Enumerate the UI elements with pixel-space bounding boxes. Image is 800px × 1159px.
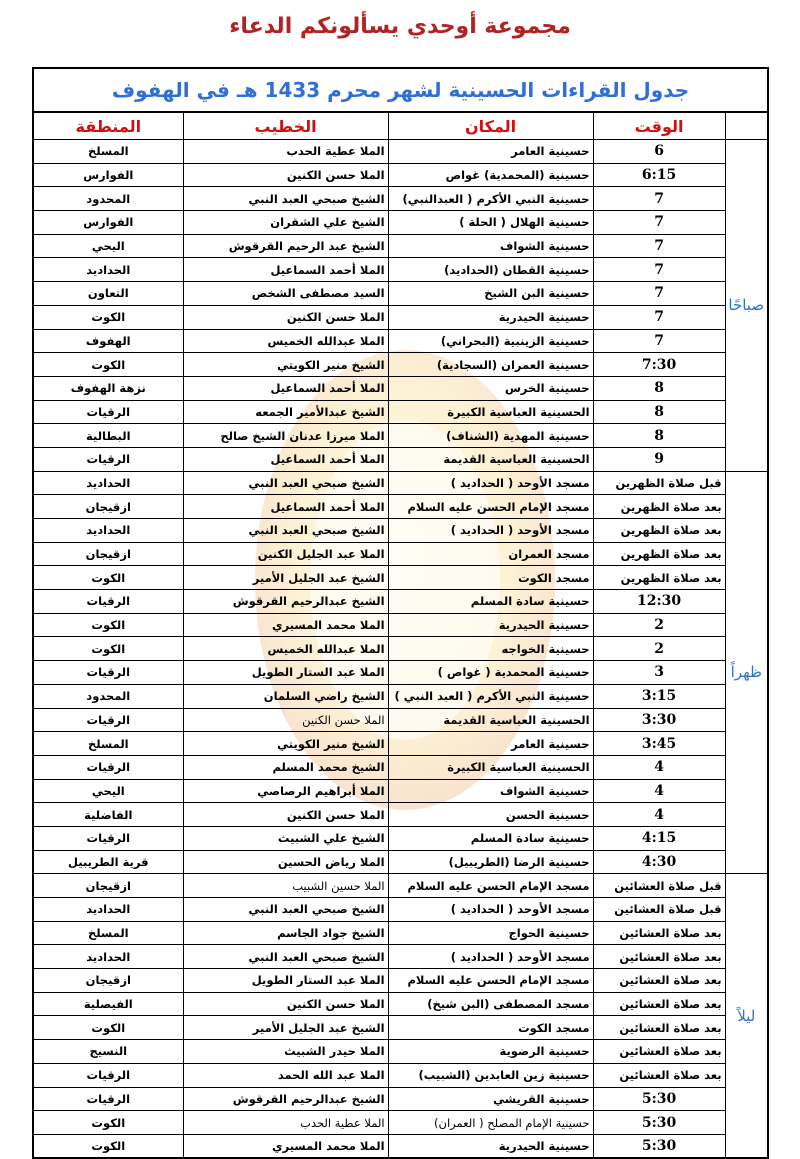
table-row xyxy=(33,542,768,566)
time-cell: 9 xyxy=(593,447,725,471)
area-cell: الحداديد xyxy=(33,471,183,495)
area-cell: قرية الطريبيل xyxy=(33,850,183,874)
area-cell: الرقيات xyxy=(33,826,183,850)
header-area: المنطقة xyxy=(33,112,183,140)
area-cell: الرقيات xyxy=(33,400,183,424)
place-cell: حسينية البن الشيخ xyxy=(388,282,593,306)
area-cell: الكوت xyxy=(33,566,183,590)
table-row xyxy=(33,163,768,187)
area-cell: الرقيات xyxy=(33,661,183,685)
table-row xyxy=(33,779,768,803)
area-cell: الرقيات xyxy=(33,708,183,732)
place-cell: حسينية الخرس xyxy=(388,376,593,400)
place-cell: حسينية الحسن xyxy=(388,803,593,827)
place-cell: حسينية (المحمدية) غواص xyxy=(388,163,593,187)
time-cell: 7 xyxy=(593,305,725,329)
speaker-cell: الملا عبدالله الخميس xyxy=(183,329,388,353)
header-speaker: الخطيب xyxy=(183,112,388,140)
area-cell: ازقيجان xyxy=(33,495,183,519)
speaker-cell: الملا حسن الكنين xyxy=(183,708,388,732)
area-cell: الفوارس xyxy=(33,211,183,235)
area-cell: الفيصلية xyxy=(33,992,183,1016)
place-cell: مسجد المصطفى (البن شيخ) xyxy=(388,992,593,1016)
time-cell: 4 xyxy=(593,755,725,779)
area-cell: المحدود xyxy=(33,187,183,211)
table-row xyxy=(33,969,768,993)
speaker-cell: الملا محمد المسيري xyxy=(183,613,388,637)
speaker-cell: الشيخ عبدالرحيم القرقوش xyxy=(183,590,388,614)
area-cell: الرقيات xyxy=(33,447,183,471)
table-row xyxy=(33,945,768,969)
period-label: ظهراً xyxy=(725,471,768,874)
area-cell: الكوت xyxy=(33,637,183,661)
speaker-cell: الشيخ عبد الجليل الأمير xyxy=(183,566,388,590)
table-row xyxy=(33,613,768,637)
table-row xyxy=(33,305,768,329)
place-cell: مسجد الأوحد ( الحداديد ) xyxy=(388,519,593,543)
table-row xyxy=(33,850,768,874)
table-row xyxy=(33,1111,768,1135)
place-cell: مسجد الأوحد ( الحداديد ) xyxy=(388,945,593,969)
schedule-table xyxy=(32,67,769,1159)
time-cell: 5:30 xyxy=(593,1087,725,1111)
speaker-cell: الملا ميرزا عدنان الشيخ صالح xyxy=(183,424,388,448)
area-cell: الرقيات xyxy=(33,1063,183,1087)
period-label: صباحًا xyxy=(725,140,768,472)
time-cell: قبل صلاة الظهرين xyxy=(593,471,725,495)
table-row xyxy=(33,921,768,945)
area-cell: المسلخ xyxy=(33,140,183,164)
table-row xyxy=(33,708,768,732)
table-row xyxy=(33,1040,768,1064)
speaker-cell: الملا عبدالله الخميس xyxy=(183,637,388,661)
area-cell: الرقيات xyxy=(33,590,183,614)
place-cell: حسينية الشواف xyxy=(388,779,593,803)
place-cell: مسجد الإمام الحسن عليه السلام xyxy=(388,969,593,993)
place-cell: حسينية الهلال ( الحلة ) xyxy=(388,211,593,235)
time-cell: قبل صلاة العشائين xyxy=(593,874,725,898)
place-cell: حسينية الحيدرية xyxy=(388,1134,593,1158)
place-cell: حسينية الحيدرية xyxy=(388,613,593,637)
area-cell: الحداديد xyxy=(33,258,183,282)
place-cell: حسينية الخواجه xyxy=(388,637,593,661)
time-cell: 2 xyxy=(593,637,725,661)
place-cell: حسينية الرضوية xyxy=(388,1040,593,1064)
place-cell: حسينية الإمام المصلح ( العمران) xyxy=(388,1111,593,1135)
speaker-cell: الشيخ منير الكويتي xyxy=(183,353,388,377)
table-row xyxy=(33,447,768,471)
time-cell: 7 xyxy=(593,282,725,306)
place-cell: حسينية سادة المسلم xyxy=(388,826,593,850)
time-cell: 8 xyxy=(593,424,725,448)
place-cell: مسجد الكوت xyxy=(388,566,593,590)
table-row xyxy=(33,1016,768,1040)
place-cell: مسجد الأوحد ( الحداديد ) xyxy=(388,471,593,495)
table-row xyxy=(33,329,768,353)
time-cell: بعد صلاة الظهرين xyxy=(593,519,725,543)
speaker-cell: الملا حسن الكنين xyxy=(183,803,388,827)
speaker-cell: الملا أحمد السماعيل xyxy=(183,376,388,400)
table-row xyxy=(33,519,768,543)
table-row xyxy=(33,826,768,850)
speaker-cell: الشيخ علي الشبيث xyxy=(183,826,388,850)
table-row xyxy=(33,234,768,258)
area-cell: نزهة الهفوف xyxy=(33,376,183,400)
place-cell: حسينية القطان (الحداديد) xyxy=(388,258,593,282)
time-cell: 7 xyxy=(593,234,725,258)
speaker-cell: الشيخ صبحي العبد النبي xyxy=(183,519,388,543)
speaker-cell: الملا حسن الكنين xyxy=(183,163,388,187)
area-cell: المحدود xyxy=(33,684,183,708)
table-title: جدول القراءات الحسينية لشهر محرم 1433 هـ في الهفوف xyxy=(33,68,768,112)
time-cell: 4 xyxy=(593,779,725,803)
time-cell: بعد صلاة العشائين xyxy=(593,1016,725,1040)
place-cell: الحسينية العباسية الكبيرة xyxy=(388,400,593,424)
speaker-cell: الملا عبد الستار الطويل xyxy=(183,661,388,685)
time-cell: قبل صلاة العشائين xyxy=(593,898,725,922)
place-cell: مسجد الأوحد ( الحداديد ) xyxy=(388,898,593,922)
schedule-body xyxy=(33,140,768,1159)
place-cell: مسجد الإمام الحسن عليه السلام xyxy=(388,874,593,898)
time-cell: 8 xyxy=(593,376,725,400)
time-cell: 4 xyxy=(593,803,725,827)
time-cell: بعد صلاة العشائين xyxy=(593,1040,725,1064)
speaker-cell: الشيخ عبد الجليل الأمير xyxy=(183,1016,388,1040)
area-cell: الحداديد xyxy=(33,945,183,969)
place-cell: مسجد العمران xyxy=(388,542,593,566)
table-row xyxy=(33,1087,768,1111)
area-cell: الحداديد xyxy=(33,519,183,543)
area-cell: الكوت xyxy=(33,1111,183,1135)
table-row xyxy=(33,211,768,235)
time-cell: بعد صلاة العشائين xyxy=(593,992,725,1016)
header-place: المكان xyxy=(388,112,593,140)
table-row xyxy=(33,495,768,519)
place-cell: الحسينية العباسية الكبيرة xyxy=(388,755,593,779)
table-row xyxy=(33,140,768,164)
area-cell: الكوت xyxy=(33,1134,183,1158)
time-cell: 7 xyxy=(593,329,725,353)
speaker-cell: السيد مصطفى الشخص xyxy=(183,282,388,306)
table-row xyxy=(33,1063,768,1087)
time-cell: 5:30 xyxy=(593,1134,725,1158)
place-cell: حسينية النبي الأكرم ( العبدالنبي) xyxy=(388,187,593,211)
time-cell: 7 xyxy=(593,211,725,235)
speaker-cell: الملا حسين الشبيب xyxy=(183,874,388,898)
area-cell: الكوت xyxy=(33,613,183,637)
speaker-cell: الملا حيدر الشبيث xyxy=(183,1040,388,1064)
table-row xyxy=(33,187,768,211)
speaker-cell: الشيخ محمد المسلم xyxy=(183,755,388,779)
table-row xyxy=(33,684,768,708)
place-cell: حسينية العامر xyxy=(388,732,593,756)
time-cell: بعد صلاة الظهرين xyxy=(593,495,725,519)
header-row xyxy=(33,112,768,140)
area-cell: الكوت xyxy=(33,353,183,377)
speaker-cell: الملا عبد الله الحمد xyxy=(183,1063,388,1087)
group-title: مجموعة أوحدي يسألونكم الدعاء xyxy=(229,14,571,39)
speaker-cell: الملا أحمد السماعيل xyxy=(183,447,388,471)
speaker-cell: الملا عطية الحدب xyxy=(183,140,388,164)
table-row xyxy=(33,566,768,590)
place-cell: حسينية الحواج xyxy=(388,921,593,945)
speaker-cell: الملا أحمد السماعيل xyxy=(183,258,388,282)
table-row xyxy=(33,590,768,614)
table-row xyxy=(33,282,768,306)
time-cell: 7:30 xyxy=(593,353,725,377)
speaker-cell: الشيخ عبدالأمير الجمعه xyxy=(183,400,388,424)
speaker-cell: الملا عبد الستار الطويل xyxy=(183,969,388,993)
time-cell: بعد صلاة الظهرين xyxy=(593,566,725,590)
area-cell: الحداديد xyxy=(33,898,183,922)
time-cell: بعد صلاة العشائين xyxy=(593,945,725,969)
area-cell: المسلخ xyxy=(33,732,183,756)
area-cell: النسيج xyxy=(33,1040,183,1064)
time-cell: 2 xyxy=(593,613,725,637)
speaker-cell: الشيخ صبحي العبد النبي xyxy=(183,471,388,495)
place-cell: حسينية الحيدرية xyxy=(388,305,593,329)
speaker-cell: الشيخ جواد الجاسم xyxy=(183,921,388,945)
place-cell: مسجد الإمام الحسن عليه السلام xyxy=(388,495,593,519)
time-cell: بعد صلاة العشائين xyxy=(593,921,725,945)
area-cell: الرقيات xyxy=(33,1087,183,1111)
period-label: ليلاً xyxy=(725,874,768,1158)
time-cell: 7 xyxy=(593,187,725,211)
area-cell: ازقيجان xyxy=(33,874,183,898)
place-cell: حسينية النبي الأكرم ( العبد النبي ) xyxy=(388,684,593,708)
place-cell: حسينية زين العابدين (الشبيب) xyxy=(388,1063,593,1087)
speaker-cell: الشيخ صبحي العبد النبي xyxy=(183,945,388,969)
time-cell: 6 xyxy=(593,140,725,164)
speaker-cell: الشيخ صبحي العبد النبي xyxy=(183,187,388,211)
place-cell: الحسينية العباسية القديمة xyxy=(388,447,593,471)
speaker-cell: الملا حسن الكنين xyxy=(183,305,388,329)
table-row xyxy=(33,874,768,898)
speaker-cell: الشيخ عبدالرحيم القرقوش xyxy=(183,1087,388,1111)
place-cell: حسينية القريشي xyxy=(388,1087,593,1111)
table-row xyxy=(33,471,768,495)
table-row xyxy=(33,803,768,827)
area-cell: اليحي xyxy=(33,234,183,258)
time-cell: 5:30 xyxy=(593,1111,725,1135)
speaker-cell: الملا رياض الحسين xyxy=(183,850,388,874)
area-cell: الهفوف xyxy=(33,329,183,353)
table-row xyxy=(33,1134,768,1158)
header-empty xyxy=(725,112,768,140)
place-cell: حسينية سادة المسلم xyxy=(388,590,593,614)
table-row xyxy=(33,755,768,779)
speaker-cell: الشيخ علي الشقران xyxy=(183,211,388,235)
table-row xyxy=(33,258,768,282)
time-cell: 6:15 xyxy=(593,163,725,187)
time-cell: 3 xyxy=(593,661,725,685)
time-cell: بعد صلاة العشائين xyxy=(593,969,725,993)
area-cell: ازقيجان xyxy=(33,542,183,566)
area-cell: البطالية xyxy=(33,424,183,448)
speaker-cell: الشيخ عبد الرحيم القرقوش xyxy=(183,234,388,258)
time-cell: 8 xyxy=(593,400,725,424)
time-cell: 4:30 xyxy=(593,850,725,874)
speaker-cell: الملا حسن الكنين xyxy=(183,992,388,1016)
time-cell: 12:30 xyxy=(593,590,725,614)
table-row xyxy=(33,661,768,685)
speaker-cell: الشيخ صبحي العبد النبي xyxy=(183,898,388,922)
speaker-cell: الملا عطية الحدب xyxy=(183,1111,388,1135)
area-cell: الفوارس xyxy=(33,163,183,187)
speaker-cell: الشيخ منير الكويتي xyxy=(183,732,388,756)
time-cell: بعد صلاة الظهرين xyxy=(593,542,725,566)
area-cell: الفاضلية xyxy=(33,803,183,827)
place-cell: حسينية الزينبية (البحراني) xyxy=(388,329,593,353)
area-cell: التعاون xyxy=(33,282,183,306)
area-cell: الكوت xyxy=(33,305,183,329)
area-cell: اليحي xyxy=(33,779,183,803)
place-cell: حسينية الرضا (الطريبيل) xyxy=(388,850,593,874)
table-row xyxy=(33,992,768,1016)
place-cell: مسجد الكوت xyxy=(388,1016,593,1040)
time-cell: 4:15 xyxy=(593,826,725,850)
place-cell: حسينية الشواف xyxy=(388,234,593,258)
time-cell: 3:15 xyxy=(593,684,725,708)
area-cell: ازقيجان xyxy=(33,969,183,993)
area-cell: الكوت xyxy=(33,1016,183,1040)
table-row xyxy=(33,353,768,377)
table-row xyxy=(33,732,768,756)
header-time: الوقت xyxy=(593,112,725,140)
time-cell: 7 xyxy=(593,258,725,282)
speaker-cell: الملا محمد المسيري xyxy=(183,1134,388,1158)
speaker-cell: الملا أبراهيم الرصاصي xyxy=(183,779,388,803)
place-cell: حسينية المحمدية ( غواص ) xyxy=(388,661,593,685)
place-cell: حسينية العامر xyxy=(388,140,593,164)
table-row xyxy=(33,898,768,922)
place-cell: حسينية المهدية (الشناف) xyxy=(388,424,593,448)
place-cell: حسينية العمران (السجادية) xyxy=(388,353,593,377)
speaker-cell: الملا عبد الجليل الكنين xyxy=(183,542,388,566)
area-cell: المسلخ xyxy=(33,921,183,945)
table-row xyxy=(33,424,768,448)
time-cell: 3:45 xyxy=(593,732,725,756)
speaker-cell: الملا أحمد السماعيل xyxy=(183,495,388,519)
table-row xyxy=(33,400,768,424)
time-cell: 3:30 xyxy=(593,708,725,732)
speaker-cell: الشيخ راضي السلمان xyxy=(183,684,388,708)
table-row xyxy=(33,376,768,400)
area-cell: الرقيات xyxy=(33,755,183,779)
place-cell: الحسينية العباسية القديمة xyxy=(388,708,593,732)
table-row xyxy=(33,637,768,661)
time-cell: بعد صلاة العشائين xyxy=(593,1063,725,1087)
